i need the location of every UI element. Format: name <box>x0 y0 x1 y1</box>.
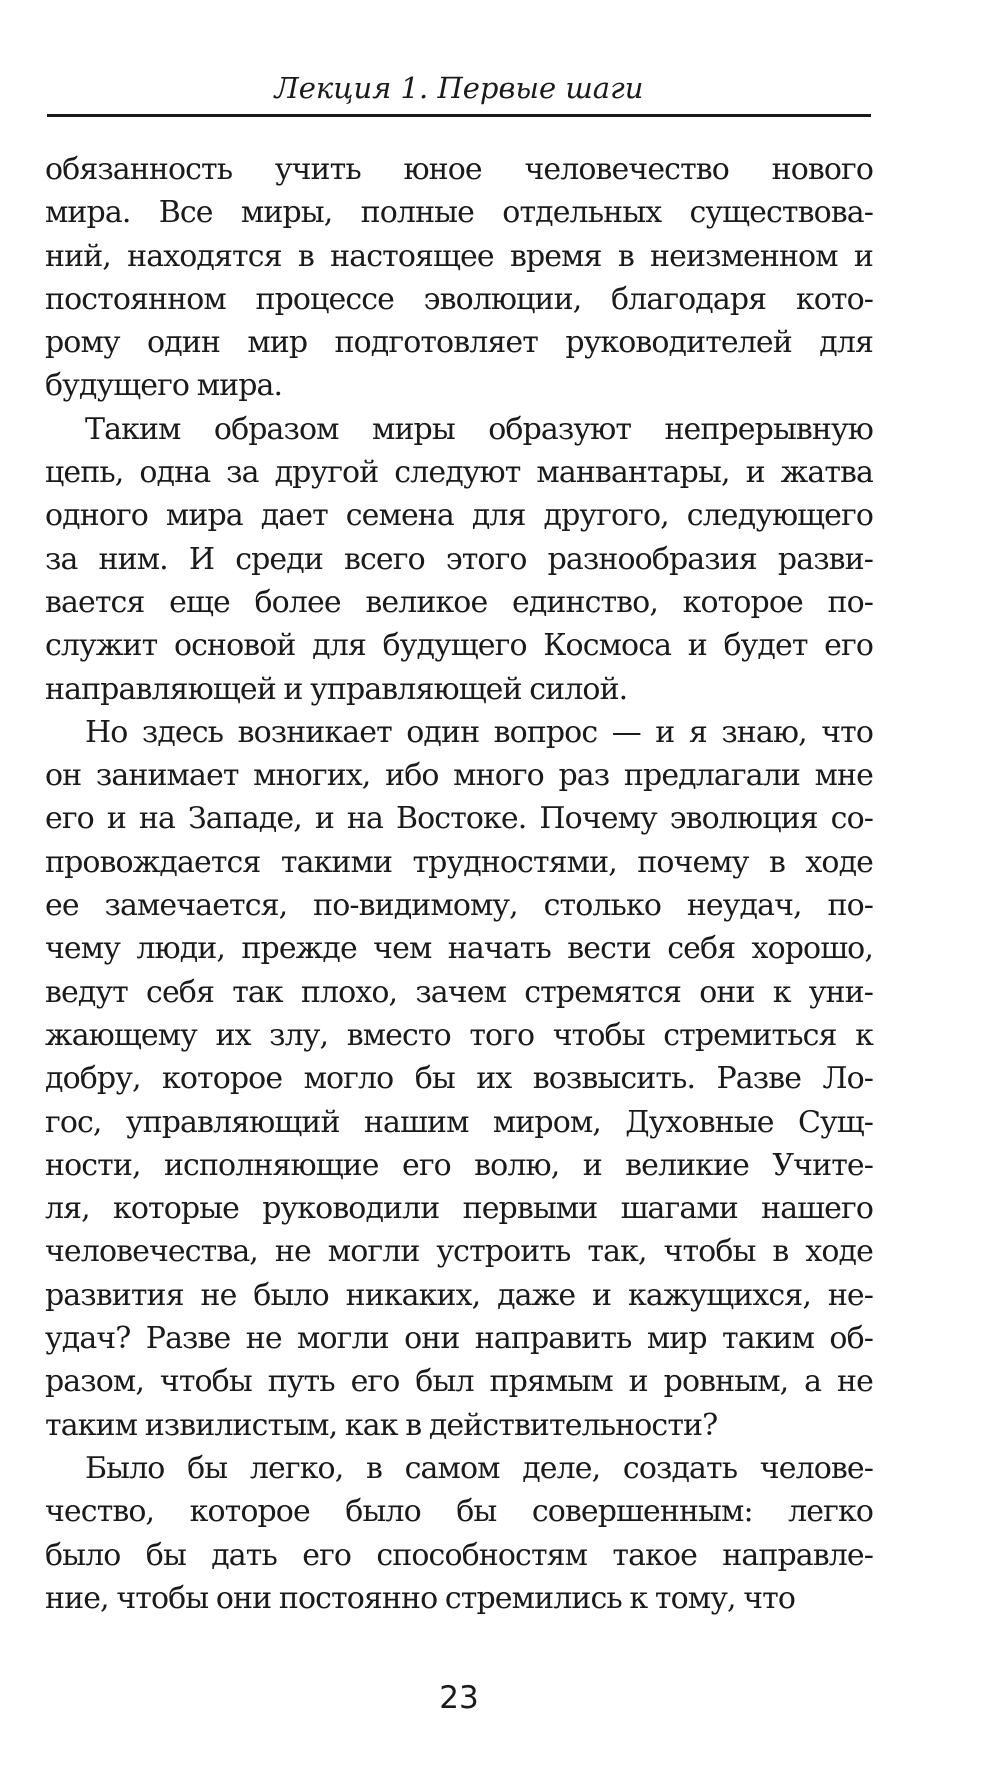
text-line: ля, которые руководили первыми шагами нашего <box>45 1191 873 1227</box>
text-line: цепь, одна за другой следуют манвантары, и жатва <box>45 455 873 491</box>
paragraph <box>45 148 873 408</box>
text-line: таким извилистым, как в действительности? <box>45 1407 718 1443</box>
body-text <box>45 148 873 1620</box>
text-line: чему люди, прежде чем начать вести себя хорошо, <box>45 931 873 967</box>
text-line: ний, находятся в настоящее время в неизменном и <box>45 238 873 274</box>
text-line: удач? Разве не могли они направить мир таким об- <box>45 1321 873 1357</box>
text-line: ние, чтобы они постоянно стремились к тому, что <box>45 1580 796 1616</box>
text-line: ведут себя так плохо, зачем стремятся они к уни- <box>45 974 873 1010</box>
text-line: будущего мира. <box>45 368 283 404</box>
running-head-title: Лекция 1. Первые шаги <box>274 71 644 105</box>
paragraph <box>45 1447 873 1620</box>
text-line: Таким образом миры образуют непрерывную <box>85 411 873 447</box>
text-line: одного мира дает семена для другого, следующего <box>45 498 873 534</box>
text-line: ности, исполняющие его волю, и великие Учите- <box>45 1147 873 1183</box>
text-line: Но здесь возникает один вопрос — и я знаю, что <box>85 714 873 750</box>
text-line: служит основой для будущего Космоса и будет его <box>45 628 873 664</box>
text-line: направляющей и управляющей силой. <box>45 671 628 707</box>
text-line: мира. Все миры, полные отдельных существова- <box>45 195 873 231</box>
text-line: постоянном процессе эволюции, благодаря кото- <box>45 281 873 317</box>
text-line: за ним. И среди всего этого разнообразия разви- <box>45 541 873 577</box>
text-line: обязанность учить юное человечество нового <box>45 152 873 187</box>
paragraph <box>45 711 873 1447</box>
text-line: гос, управляющий нашим миром, Духовные Сущ- <box>45 1104 873 1140</box>
text-line: он занимает многих, ибо много раз предлагали мне <box>45 758 873 794</box>
text-line: жающему их злу, вместо того чтобы стремиться к <box>45 1017 873 1053</box>
text-line: чество, которое было бы совершенным: легко <box>45 1494 873 1530</box>
page-number: 23 <box>439 1680 479 1716</box>
text-line: разом, чтобы путь его был прямым и ровным, а не <box>45 1364 873 1400</box>
text-line: рому один мир подготовляет руководителей для <box>45 325 873 361</box>
header-rule <box>47 114 871 117</box>
text-line: человечества, не могли устроить так, чтобы в ходе <box>45 1234 873 1270</box>
text-line: провождается такими трудностями, почему в ходе <box>45 844 873 880</box>
text-line: было бы дать его способностям такое направле- <box>45 1537 873 1573</box>
paragraph <box>45 408 873 711</box>
text-line: Было бы легко, в самом деле, создать челове- <box>85 1450 873 1486</box>
text-line: добру, которое могло бы их возвысить. Разве Ло- <box>45 1061 873 1097</box>
text-line: ее замечается, по-видимому, столько неудач, по- <box>45 888 873 924</box>
text-line: вается еще более великое единство, которое по- <box>45 584 873 620</box>
text-line: развития не было никаких, даже и кажущихся, не- <box>45 1277 873 1313</box>
text-line: его и на Западе, и на Востоке. Почему эволюция со- <box>45 801 873 837</box>
